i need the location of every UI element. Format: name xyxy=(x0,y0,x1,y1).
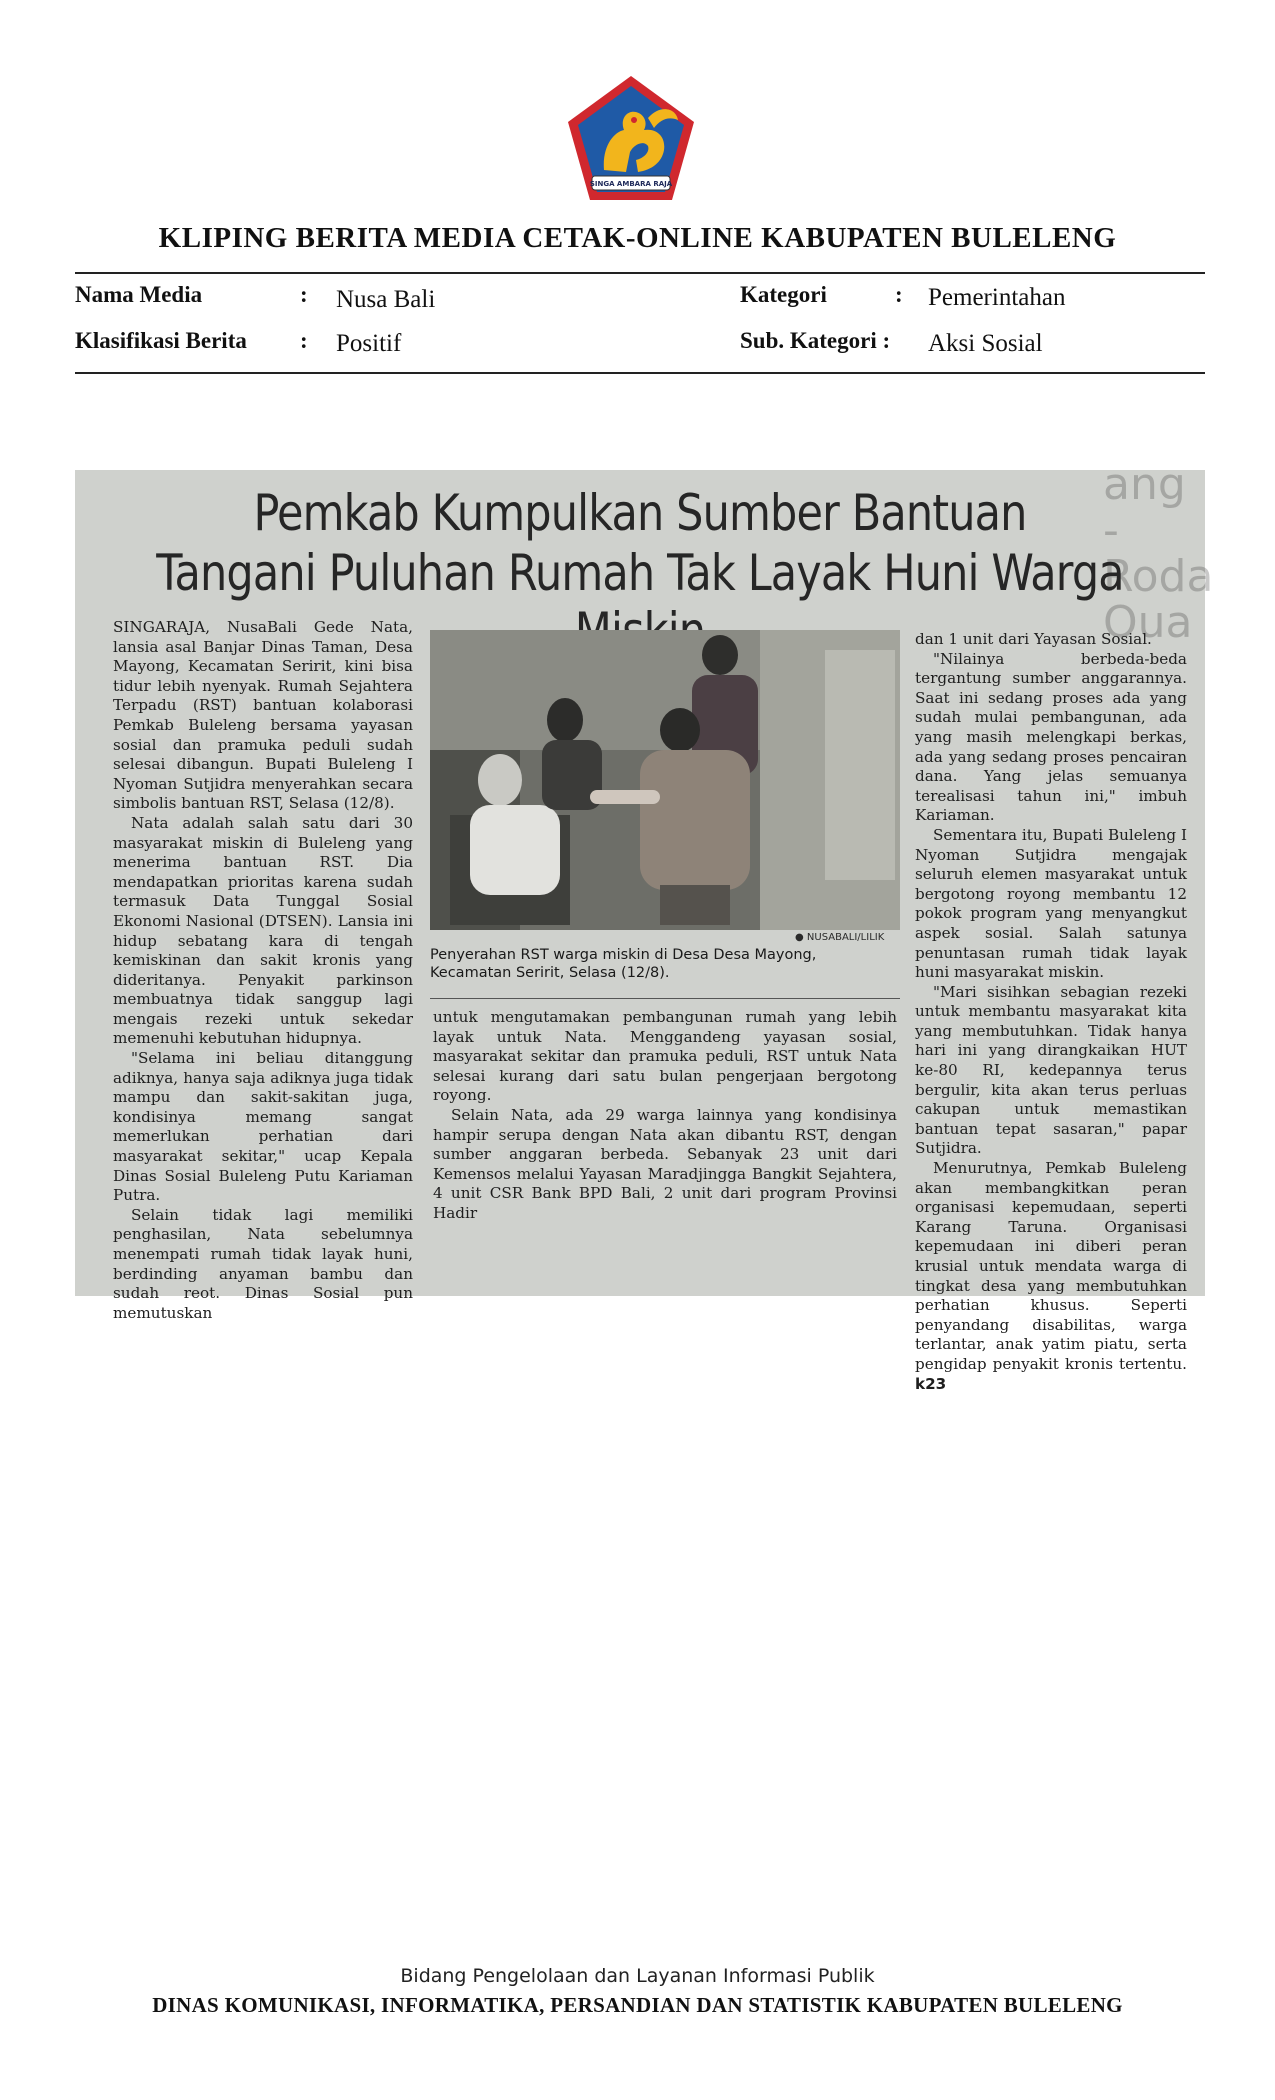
article-paragraph: Selain tidak lagi memiliki penghasilan, Nata sebelumnya menempati rumah tidak layak huni, berdinding anyaman bambu dan sudah reot. Dinas Sosial pun memutuskan xyxy=(113,1205,413,1322)
footer-agency: DINAS KOMUNIKASI, INFORMATIKA, PERSANDIAN DAN STATISTIK KABUPATEN BULELENG xyxy=(152,1993,1123,2017)
news-photo xyxy=(430,630,900,930)
article-paragraph: "Mari sisihkan sebagian rezeki untuk membantu masyarakat kita yang membutuhkan. Tidak hanya hari ini yang dirangkaikan HUT ke-80 RI, kedepannya terus bergulir, kita akan terus perluas cakupan untuk memastikan bantuan tepat sasaran," papar Sutjidra. xyxy=(915,982,1187,1158)
document-title: KLIPING BERITA MEDIA CETAK-ONLINE KABUPATEN BULELENG xyxy=(158,222,1117,254)
header-top-rule xyxy=(75,272,1205,274)
article-column-2 xyxy=(433,1008,897,1286)
subkategori-value: Aksi Sosial xyxy=(928,330,1043,357)
logo-text: SINGA AMBARA RAJA xyxy=(589,180,673,188)
photo-image xyxy=(430,630,900,930)
subkategori-label: Sub. Kategori : xyxy=(740,328,891,353)
article-paragraph xyxy=(915,1159,1187,1394)
photo-caption: Penyerahan RST warga miskin di Desa Desa Mayong, Kecamatan Seririt, Selasa (12/8). xyxy=(430,947,817,981)
klasifikasi-label: Klasifikasi Berita xyxy=(75,328,247,353)
article-paragraph-text: Menurutnya, Pemkab Buleleng akan membangkitkan peran organisasi kepemudaan, seperti Karang Taruna. Organisasi kepemudaan ini diberi peran krusial untuk mendata warga di tingkat desa yang membutuhkan perhatian khusus. Seperti penyandang disabilitas, warga terlantar, anak yatim piatu, serta pengidap penyakit kronis tertentu. xyxy=(915,1159,1187,1373)
headline-line-1: Pemkab Kumpulkan Sumber Bantuan xyxy=(253,484,1027,542)
article-paragraph: untuk mengutamakan pembangunan rumah yang lebih layak untuk Nata. Menggandeng yayasan sosial, masyarakat sekitar dan pramuka peduli, RST untuk Nata selesai kurang dari satu bulan pengerjaan bergotong royong. xyxy=(433,1008,897,1105)
media-colon: : xyxy=(300,282,308,307)
media-label: Nama Media xyxy=(75,282,203,307)
article-paragraph: dan 1 unit dari Yayasan Sosial. xyxy=(915,630,1152,648)
kategori-value: Pemerintahan xyxy=(928,284,1066,311)
article-column-1 xyxy=(113,618,413,1322)
klasifikasi-colon: : xyxy=(300,328,308,353)
article-column-3 xyxy=(915,630,1187,1393)
photo-credit: ● NUSABALI/LILIK xyxy=(795,932,885,943)
article-paragraph: Nata adalah salah satu dari 30 masyarakat miskin di Buleleng yang menerima bantuan RST. Dia mendapatkan prioritas karena sudah termasuk Data Tunggal Sosial Ekonomi Nasional (DTSEN). Lansia ini hidup sebatang kara di tengah kemiskinan dan sakit kronis yang dideritanya. Penyakit parkinson membuatnya tidak sanggup lagi mengais rezeki untuk sekedar memenuhi kebutuhan hidupnya. xyxy=(113,813,413,1048)
footer-division: Bidang Pengelolaan dan Layanan Informasi Publik xyxy=(400,1965,875,1987)
article-paragraph: Selain Nata, ada 29 warga lainnya yang kondisinya hampir serupa dengan Nata akan dibantu RST, dengan sumber anggaran berbeda. Sebanyak 23 unit dari Kemensos melalui Yayasan Maradjinggа Bangkit Sejahtera, 4 unit CSR Bank BPD Bali, 2 unit dari program Provinsi Hadir xyxy=(433,1105,897,1222)
adjacent-article-fragment: ang -Roda Oua xyxy=(1103,459,1214,648)
caption-divider xyxy=(430,998,900,999)
kategori-label: Kategori xyxy=(740,282,827,307)
klasifikasi-value: Positif xyxy=(336,330,402,357)
regency-logo xyxy=(564,74,698,202)
article-paragraph: "Selama ini beliau ditanggung adiknya, hanya saja adiknya juga tidak mampu dan sakit-sakitan juga, kondisinya memang sangat memerlukan perhatian dari masyarakat sekitar," ucap Kepala Dinas Sosial Buleleng Putu Kariaman Putra. xyxy=(113,1049,413,1205)
author-signature: k23 xyxy=(915,1374,947,1393)
article-paragraph: SINGARAJA, NusaBali Gede Nata, lansia asal Banjar Dinas Taman, Desa Mayong, Kecamatan Seririt, kini bisa tidur lebih nyenyak. Rumah Sejahtera Terpadu (RST) bantuan kolaborasi Pemkab Buleleng bersama yayasan sosial dan pramuka peduli sudah selesai dibangun. Bupati Buleleng I Nyoman Sutjidra menyerahkan secara simbolis bantuan RST, Selasa (12/8). xyxy=(113,618,413,813)
newspaper-clipping xyxy=(75,459,1214,1393)
headline-line-2: Tangani Puluhan Rumah Tak Layak Huni Warga xyxy=(156,544,1124,602)
media-value: Nusa Bali xyxy=(336,286,436,313)
article-paragraph: "Nilainya berbeda-beda tergantung sumber anggarannya. Saat ini sedang proses ada yang sudah mulai pembangunan, ada yang masih melengkapi berkas, ada yang sedang proses pencairan dana. Yang jelas semuanya terealisasi tahun ini," imbuh Kariaman. xyxy=(915,649,1187,825)
article-paragraph: Sementara itu, Bupati Buleleng I Nyoman Sutjidra mengajak seluruh elemen masyarakat untuk bergotong royong membantu 12 pokok program yang menyangkut aspek sosial. Salah satunya penuntasan rumah tidak layak huni masyarakat miskin. xyxy=(915,825,1187,982)
header-bottom-rule xyxy=(75,372,1205,374)
kategori-colon: : xyxy=(895,282,903,307)
singa-ambara-raja-crest-icon xyxy=(564,74,698,202)
